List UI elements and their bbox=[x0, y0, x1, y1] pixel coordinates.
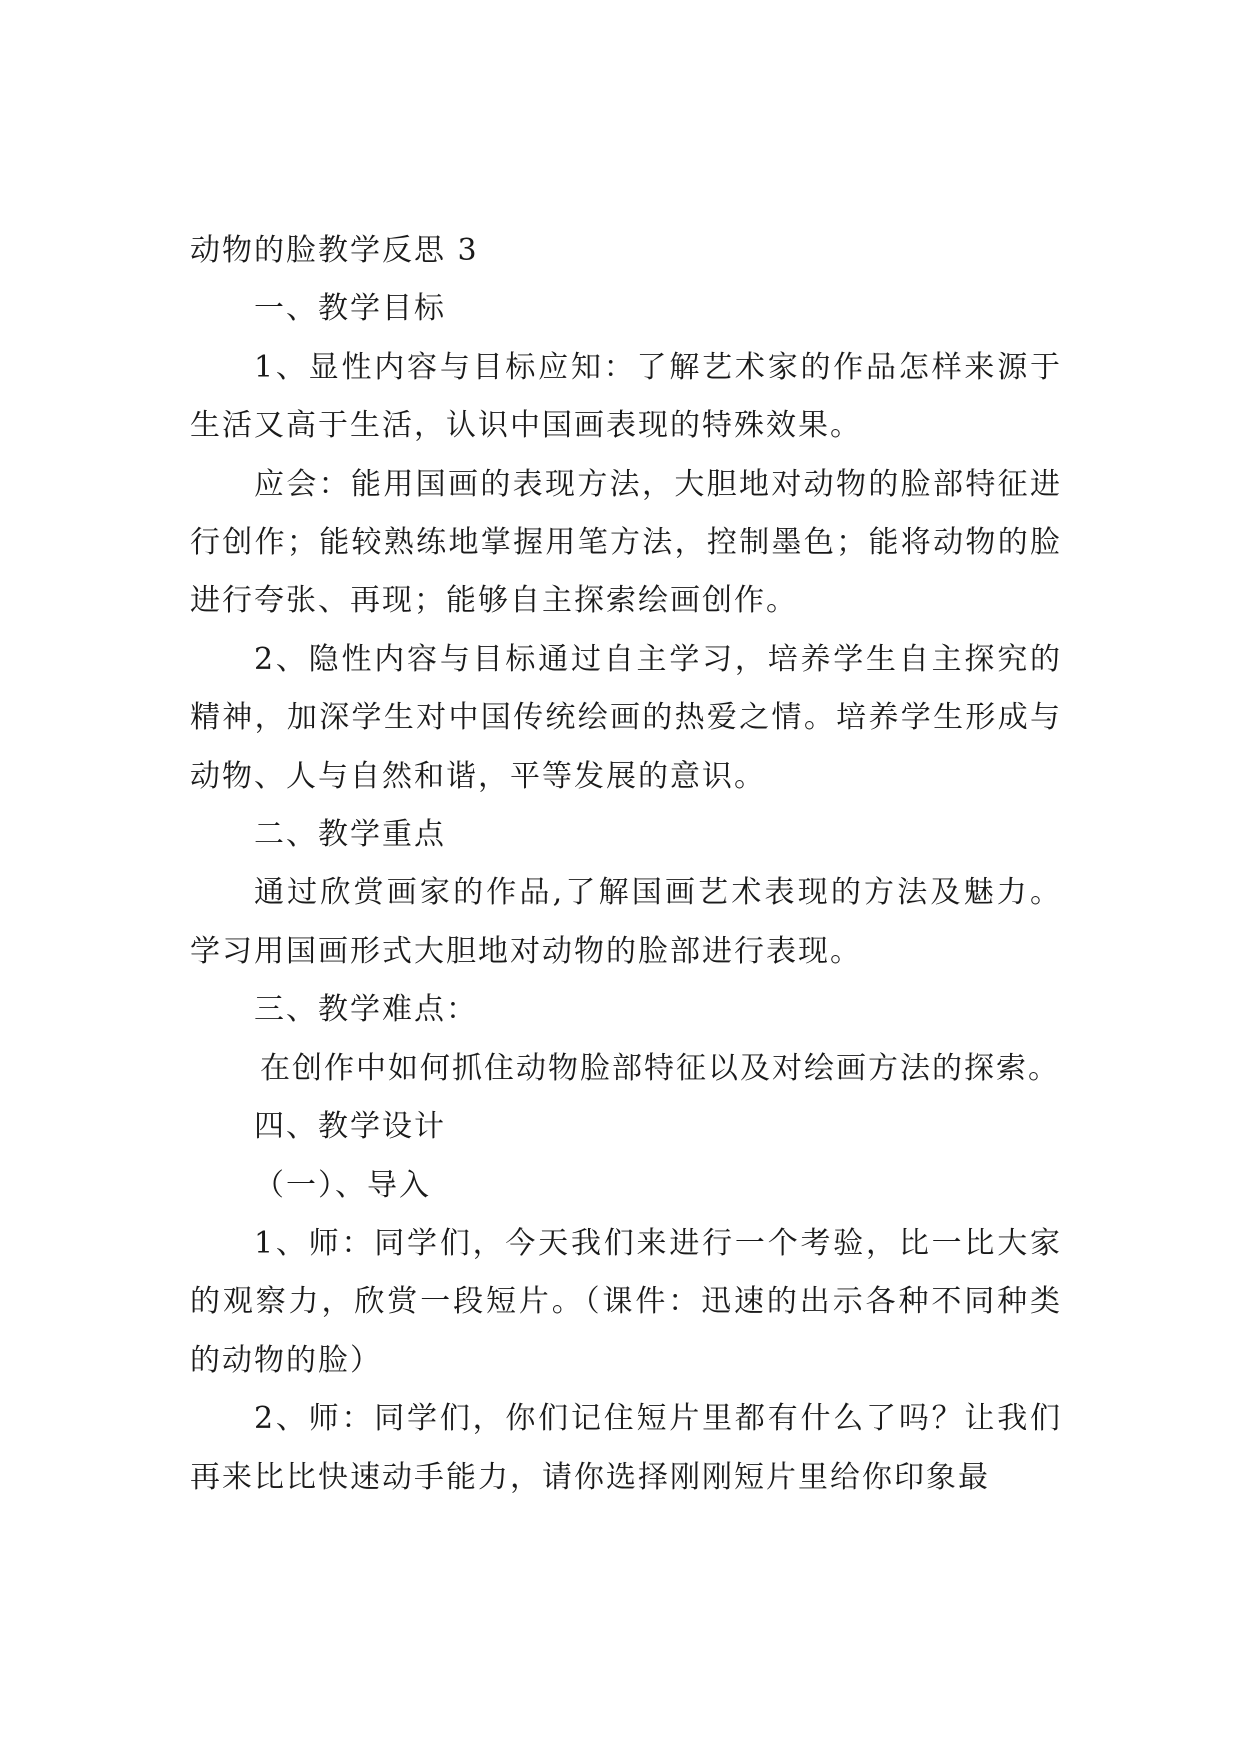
paragraph-key-points: 通过欣赏画家的作品,了解国画艺术表现的方法及魅力。学习用国画形式大胆地对动物的脸部进行表现。 bbox=[190, 875, 1062, 969]
paragraph-implicit-content: 2、隐性内容与目标通过自主学习，培养学生自主探究的精神，加深学生对中国传统绘画的热爱之情。培养学生形成与动物、人与自然和谐，平等发展的意识。 bbox=[190, 641, 1062, 794]
document-title: 动物的脸教学反思 3 bbox=[190, 233, 479, 268]
paragraph-explicit-content: 1、显性内容与目标应知：了解艺术家的作品怎样来源于生活又高于生活，认识中国画表现的特殊效果。 bbox=[190, 349, 1062, 444]
paragraph-difficulties: 在创作中如何抓住动物脸部特征以及对绘画方法的探索。 bbox=[260, 1050, 1060, 1086]
section-heading-key-points: 二、教学重点 bbox=[254, 817, 446, 853]
section-heading-design: 四、教学设计 bbox=[254, 1109, 446, 1145]
paragraph-step-2: 2、师：同学们，你们记住短片里都有什么了吗？让我们再来比比快速动手能力，请你选择刚刚短片里给你印象最 bbox=[190, 1401, 1062, 1495]
section-heading-objectives: 一、教学目标 bbox=[254, 291, 446, 327]
paragraph-step-1: 1、师：同学们，今天我们来进行一个考验，比一比大家的观察力，欣赏一段短片。（课件：迅速的出示各种不同种类的动物的脸） bbox=[190, 1225, 1062, 1378]
subsection-heading-introduction: （一）、导入 bbox=[254, 1167, 431, 1203]
paragraph-should-master: 应会：能用国画的表现方法，大胆地对动物的脸部特征进行创作；能较熟练地掌握用笔方法，控制墨色；能将动物的脸进行夸张、再现；能够自主探索绘画创作。 bbox=[190, 466, 1062, 619]
section-heading-difficulties: 三、教学难点： bbox=[254, 992, 478, 1028]
document-body bbox=[190, 222, 1062, 1507]
